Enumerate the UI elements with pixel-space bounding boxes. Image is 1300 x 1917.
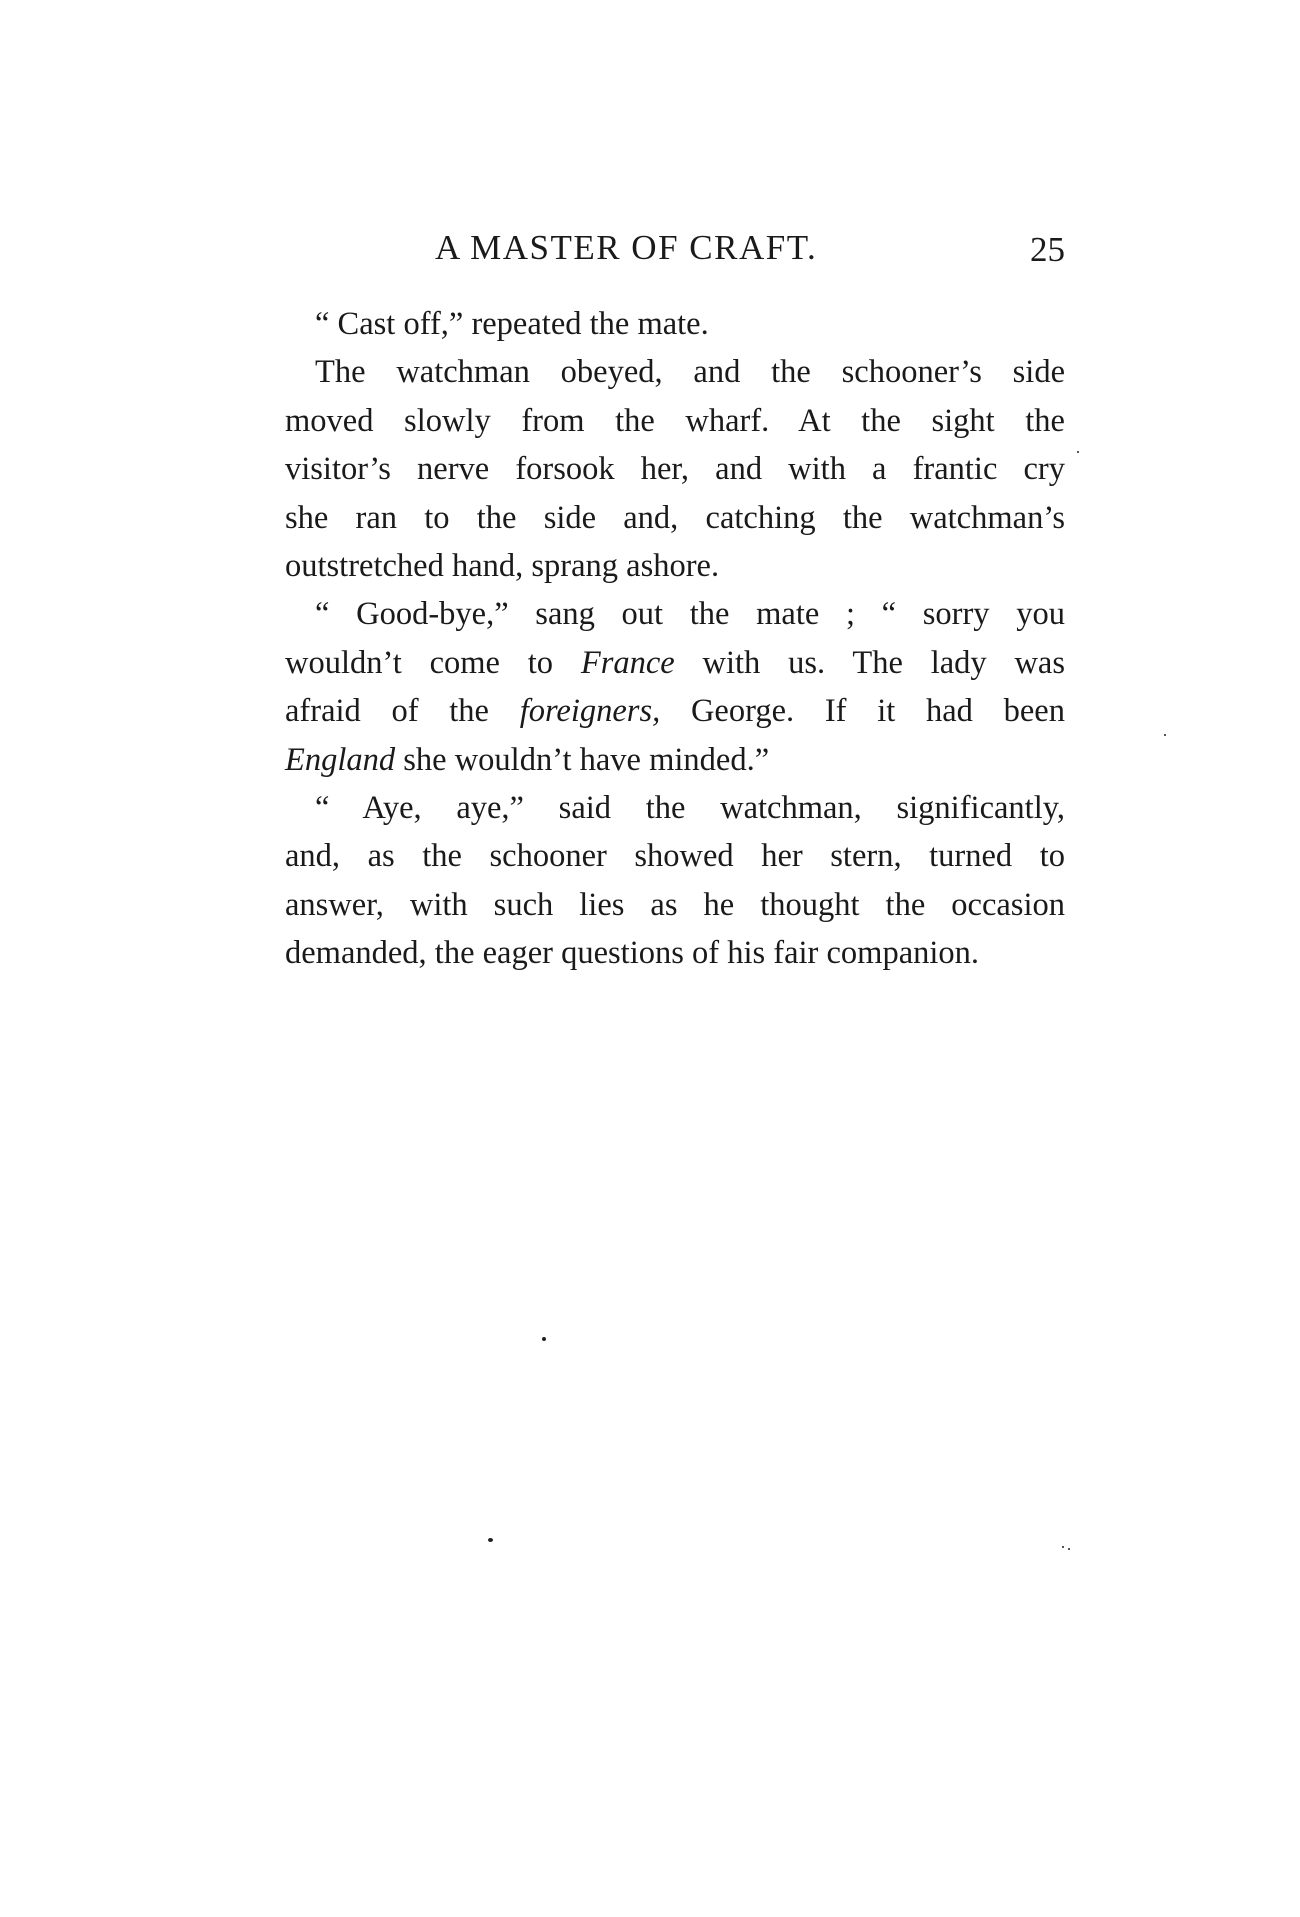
running-title: A MASTER OF CRAFT.: [435, 228, 818, 267]
paragraph: [255, 348, 1065, 590]
text-line: moved slowly from the wharf. At the sight the: [285, 402, 1065, 439]
paragraph: [255, 784, 1065, 978]
paragraph: [255, 590, 1065, 784]
text-line: “ Cast off,” repeated the mate.: [315, 306, 709, 342]
print-speck: [488, 1538, 493, 1542]
paragraph: [255, 300, 1065, 348]
text-line: afraid of the foreigners, George. If it had been: [285, 693, 1065, 730]
text-line: outstretched hand, sprang ashore.: [285, 547, 720, 584]
body-text: [255, 300, 1065, 977]
text-line: England she wouldn’t have minded.”: [285, 741, 770, 778]
text-line: demanded, the eager questions of his fair companion.: [285, 935, 980, 972]
print-speck: [1164, 734, 1166, 736]
text-line: The watchman obeyed, and the schooner’s side: [315, 354, 1065, 391]
print-speck: [542, 1337, 546, 1341]
italic-word-france: France: [580, 644, 675, 681]
page-number: 25: [1030, 230, 1065, 269]
italic-word-foreigners: foreigners,: [519, 693, 661, 730]
print-speck: [1068, 1548, 1070, 1550]
text-line: “ Good-bye,” sang out the mate ; “ sorry you: [315, 596, 1065, 633]
print-speck: [1062, 1546, 1064, 1548]
text-line: visitor’s nerve forsook her, and with a frantic cry: [285, 451, 1065, 488]
text-line: wouldn’t come to France with us. The lady was: [285, 644, 1065, 681]
text-line: she ran to the side and, catching the watchman’s: [285, 499, 1065, 536]
text-line: answer, with such lies as he thought the occasion: [285, 886, 1065, 923]
running-head: [255, 228, 1065, 278]
print-speck: [1077, 451, 1079, 453]
text-line: “ Aye, aye,” said the watchman, significantly,: [315, 789, 1065, 826]
italic-word-england: England: [285, 741, 396, 778]
text-line: and, as the schooner showed her stern, turned to: [285, 838, 1065, 875]
